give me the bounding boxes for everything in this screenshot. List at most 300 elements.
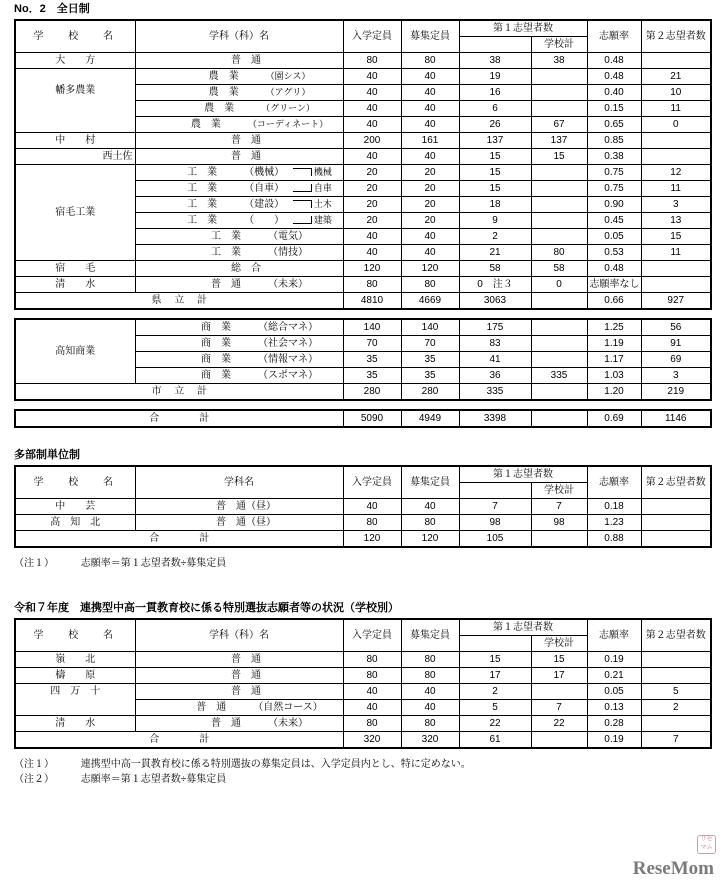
- cell-recruit: 80: [401, 652, 459, 668]
- section-title-tabusei: 多部制単位制: [14, 449, 80, 461]
- cell-total-capacity: 5090: [343, 410, 401, 427]
- cell-course: 普 通: [135, 53, 343, 69]
- table-total-row: [15, 384, 711, 401]
- cell-total-school-total: [531, 732, 587, 749]
- cell-course: 農 業 （アグリ）: [135, 85, 343, 101]
- cell-rate: 0.19: [587, 652, 641, 668]
- note-mark: （注１）: [14, 759, 54, 770]
- cell-second: [641, 277, 711, 293]
- cell-school: 高知商業: [15, 319, 135, 384]
- cell-recruit: 40: [401, 700, 459, 716]
- cell-rate: 1.25: [587, 319, 641, 336]
- cell-first: 2: [459, 229, 531, 245]
- cell-recruit: 80: [401, 515, 459, 531]
- cell-recruit: 40: [401, 149, 459, 165]
- cell-rate: 0.65: [587, 117, 641, 133]
- cell-school: 清 水: [15, 716, 135, 732]
- cell-school-total: [531, 319, 587, 336]
- table-row: [15, 652, 711, 668]
- table-row: [15, 133, 711, 149]
- cell-total-recruit: 4949: [401, 410, 459, 427]
- col-capacity: 入学定員: [343, 20, 401, 53]
- cell-school-total: 38: [531, 53, 587, 69]
- cell-capacity: 35: [343, 352, 401, 368]
- cell-total-second: [641, 531, 711, 548]
- cell-second: [641, 261, 711, 277]
- cell-capacity: 40: [343, 700, 401, 716]
- col-school: 学 校 名: [15, 20, 135, 53]
- note-mark: （注２）: [14, 774, 54, 785]
- cell-total-label: 市 立 計: [15, 384, 343, 401]
- cell-recruit: 40: [401, 499, 459, 515]
- table-zenjitsusei-municipal: [14, 318, 712, 401]
- cell-total-label: 合 計: [15, 531, 343, 548]
- cell-recruit: 80: [401, 668, 459, 684]
- cell-rate: 0.05: [587, 229, 641, 245]
- cell-capacity: 80: [343, 515, 401, 531]
- cell-total-second: 7: [641, 732, 711, 749]
- cell-school-total: [531, 165, 587, 181]
- cell-school-total: 7: [531, 700, 587, 716]
- cell-rate: 0.15: [587, 101, 641, 117]
- col-second-choice: 第２志望者数: [641, 466, 711, 499]
- table-grand-total: [14, 409, 712, 428]
- cell-total-school-total: [531, 531, 587, 548]
- cell-school-total: [531, 101, 587, 117]
- cell-course: 工 業 （情技）: [135, 245, 343, 261]
- cell-second: [641, 515, 711, 531]
- table-row: [15, 69, 711, 85]
- cell-total-second: 219: [641, 384, 711, 401]
- cell-rate: 0.48: [587, 261, 641, 277]
- cell-capacity: 120: [343, 261, 401, 277]
- cell-school-total: 67: [531, 117, 587, 133]
- cell-school-total: [531, 181, 587, 197]
- cell-recruit: 80: [401, 53, 459, 69]
- col-recruit: 募集定員: [401, 466, 459, 499]
- cell-second: 2: [641, 700, 711, 716]
- cell-recruit: 40: [401, 229, 459, 245]
- cell-school: 大 方: [15, 53, 135, 69]
- cell-first: 98: [459, 515, 531, 531]
- cell-second: [641, 499, 711, 515]
- cell-total-capacity: 120: [343, 531, 401, 548]
- cell-total-recruit: 120: [401, 531, 459, 548]
- cell-first: 15: [459, 149, 531, 165]
- cell-rate: 0.48: [587, 69, 641, 85]
- col-first-choice: 第１志望者数: [459, 20, 587, 37]
- table-row: [15, 165, 711, 181]
- cell-capacity: 70: [343, 336, 401, 352]
- cell-school-total: [531, 229, 587, 245]
- col-course: 学科名: [135, 466, 343, 499]
- cell-first: 21: [459, 245, 531, 261]
- cell-school: 西土佐: [15, 149, 135, 165]
- cell-total-label: 合 計: [15, 410, 343, 427]
- cell-second: [641, 149, 711, 165]
- cell-total-capacity: 280: [343, 384, 401, 401]
- cell-school-total: [531, 213, 587, 229]
- cell-capacity: 200: [343, 133, 401, 149]
- cell-second: [641, 668, 711, 684]
- cell-recruit: 120: [401, 261, 459, 277]
- cell-capacity: 80: [343, 716, 401, 732]
- cell-school: 清 水: [15, 277, 135, 293]
- cell-rate: 0.40: [587, 85, 641, 101]
- cell-total-first: 3063: [459, 293, 531, 310]
- cell-second: 13: [641, 213, 711, 229]
- cell-course: 普 通（昼）: [135, 499, 343, 515]
- cell-first: 83: [459, 336, 531, 352]
- cell-rate: 0.13: [587, 700, 641, 716]
- cell-capacity: 20: [343, 181, 401, 197]
- cell-rate: 1.03: [587, 368, 641, 384]
- cell-second: 56: [641, 319, 711, 336]
- cell-course: 普 通: [135, 133, 343, 149]
- cell-school: 四 万 十: [15, 684, 135, 716]
- cell-course: 普 通: [135, 149, 343, 165]
- cell-second: 91: [641, 336, 711, 352]
- table-header-row: [15, 619, 711, 636]
- cell-school-total: [531, 684, 587, 700]
- col-first-choice: 第１志望者数: [459, 619, 587, 636]
- table-row: [15, 668, 711, 684]
- table-total-row: [15, 732, 711, 749]
- cell-total-first: 335: [459, 384, 531, 401]
- col-course: 学科（科）名: [135, 20, 343, 53]
- cell-first: 175: [459, 319, 531, 336]
- note-text: 志願率＝第１志望者数÷募集定員: [80, 558, 227, 569]
- cell-capacity: 40: [343, 149, 401, 165]
- cell-recruit: 35: [401, 352, 459, 368]
- cell-course: 普 通: [135, 652, 343, 668]
- cell-school-total: 137: [531, 133, 587, 149]
- col-rate: 志願率: [587, 20, 641, 53]
- cell-recruit: 161: [401, 133, 459, 149]
- cell-total-rate: 0.69: [587, 410, 641, 427]
- cell-school-total: 15: [531, 652, 587, 668]
- cell-school-total: 15: [531, 149, 587, 165]
- cell-school-total: [531, 69, 587, 85]
- brace-line-lower: [293, 184, 312, 192]
- cell-rate: 1.17: [587, 352, 641, 368]
- cell-course: 商 業 （情報マネ）: [135, 352, 343, 368]
- table-row: [15, 515, 711, 531]
- table-row: [15, 684, 711, 700]
- col-second-choice: 第２志望者数: [641, 619, 711, 652]
- cell-first: 15: [459, 165, 531, 181]
- cell-second: 12: [641, 165, 711, 181]
- cell-course: 農 業 （グリーン）: [135, 101, 343, 117]
- cell-recruit: 35: [401, 368, 459, 384]
- col-first-choice-blank: [459, 37, 531, 53]
- cell-school: 檮 原: [15, 668, 135, 684]
- cell-school-total: 0: [531, 277, 587, 293]
- cell-first: 137: [459, 133, 531, 149]
- note-text: 志願率＝第１志望者数÷募集定員: [80, 774, 227, 785]
- cell-school: 中 芸: [15, 499, 135, 515]
- cell-capacity: 40: [343, 101, 401, 117]
- cell-school-total: 22: [531, 716, 587, 732]
- brace-line-upper: [293, 200, 312, 208]
- cell-rate: 0.45: [587, 213, 641, 229]
- cell-capacity: 80: [343, 652, 401, 668]
- cell-course: 普 通: [135, 668, 343, 684]
- cell-rate: 0.85: [587, 133, 641, 149]
- cell-first: 15: [459, 181, 531, 197]
- cell-recruit: 70: [401, 336, 459, 352]
- cell-course: 工 業 （ ） 建築: [135, 213, 343, 229]
- cell-second: [641, 53, 711, 69]
- cell-recruit: 20: [401, 213, 459, 229]
- cell-total-school-total: [531, 410, 587, 427]
- cell-first: 26: [459, 117, 531, 133]
- table-zenjitsusei-prefectural: [14, 19, 712, 310]
- cell-total-capacity: 4810: [343, 293, 401, 310]
- cell-capacity: 80: [343, 277, 401, 293]
- cell-capacity: 20: [343, 165, 401, 181]
- cell-school-total: 335: [531, 368, 587, 384]
- cell-total-first: 3398: [459, 410, 531, 427]
- cell-recruit: 40: [401, 245, 459, 261]
- cell-first: 22: [459, 716, 531, 732]
- brace-line-lower: [293, 216, 312, 224]
- resemom-badge: リセマム: [697, 835, 716, 854]
- cell-rate: 1.19: [587, 336, 641, 352]
- cell-first: 7: [459, 499, 531, 515]
- cell-school: 中 村: [15, 133, 135, 149]
- cell-total-rate: 0.19: [587, 732, 641, 749]
- cell-school-total: 80: [531, 245, 587, 261]
- cell-rate: 0.21: [587, 668, 641, 684]
- section-title-zenjitsusei: No．2 全日制: [14, 3, 90, 15]
- col-course: 学科（科）名: [135, 619, 343, 652]
- cell-second: 21: [641, 69, 711, 85]
- col-recruit: 募集定員: [401, 619, 459, 652]
- cell-recruit: 40: [401, 117, 459, 133]
- cell-rate: 0.28: [587, 716, 641, 732]
- cell-course: 農 業 （コーディネート）: [135, 117, 343, 133]
- col-school-total: 学校計: [531, 37, 587, 53]
- cell-school-total: 58: [531, 261, 587, 277]
- cell-second: [641, 716, 711, 732]
- cell-first: 0 注３: [459, 277, 531, 293]
- cell-course: 普 通 （未来）: [135, 277, 343, 293]
- col-capacity: 入学定員: [343, 619, 401, 652]
- cell-course: 工 業 （建設） 土木: [135, 197, 343, 213]
- cell-total-school-total: [531, 293, 587, 310]
- cell-total-second: 927: [641, 293, 711, 310]
- col-rate: 志願率: [587, 466, 641, 499]
- cell-course: 商 業 （総合マネ）: [135, 319, 343, 336]
- table-tabusei: [14, 465, 712, 548]
- cell-school: 宿 毛: [15, 261, 135, 277]
- cell-school: 幡多農業: [15, 69, 135, 133]
- cell-total-second: 1146: [641, 410, 711, 427]
- col-school: 学 校 名: [15, 619, 135, 652]
- cell-rate: 1.23: [587, 515, 641, 531]
- section-title-renkeigata: 令和７年度 連携型中高一貫教育校に係る特別選抜志願者等の状況（学校別）: [14, 602, 399, 614]
- col-first-choice-blank: [459, 636, 531, 652]
- cell-rate: 0.05: [587, 684, 641, 700]
- cell-course: 普 通 （自然コース）: [135, 700, 343, 716]
- cell-recruit: 40: [401, 684, 459, 700]
- cell-second: [641, 652, 711, 668]
- table-total-row: [15, 293, 711, 310]
- cell-recruit: 80: [401, 716, 459, 732]
- cell-second: 11: [641, 181, 711, 197]
- cell-rate: 0.75: [587, 181, 641, 197]
- cell-total-rate: 0.66: [587, 293, 641, 310]
- table-total-row: [15, 531, 711, 548]
- cell-school-total: [531, 336, 587, 352]
- table-row: [15, 319, 711, 336]
- cell-capacity: 20: [343, 197, 401, 213]
- cell-second: 69: [641, 352, 711, 368]
- cell-capacity: 20: [343, 213, 401, 229]
- cell-school-total: [531, 352, 587, 368]
- note-text: 連携型中高一貫教育校に係る特別選抜の募集定員は、入学定員内とし、特に定めない。: [80, 759, 471, 770]
- cell-rate: 0.38: [587, 149, 641, 165]
- cell-second: 10: [641, 85, 711, 101]
- cell-capacity: 40: [343, 245, 401, 261]
- cell-capacity: 40: [343, 499, 401, 515]
- cell-first: 9: [459, 213, 531, 229]
- cell-course: 普 通（昼）: [135, 515, 343, 531]
- note-tabusei: [14, 554, 724, 569]
- cell-recruit: 40: [401, 69, 459, 85]
- cell-second: 0: [641, 117, 711, 133]
- cell-school-total: 7: [531, 499, 587, 515]
- cell-recruit: 20: [401, 197, 459, 213]
- table-row: [15, 261, 711, 277]
- cell-recruit: 80: [401, 277, 459, 293]
- cell-second: 5: [641, 684, 711, 700]
- table-row: [15, 716, 711, 732]
- table-renkeigata: [14, 618, 712, 749]
- table-header-row: [15, 20, 711, 37]
- cell-total-recruit: 280: [401, 384, 459, 401]
- cell-first: 15: [459, 652, 531, 668]
- cell-capacity: 40: [343, 117, 401, 133]
- col-rate: 志願率: [587, 619, 641, 652]
- cell-course: 普 通: [135, 684, 343, 700]
- col-school-total: 学校計: [531, 483, 587, 499]
- note-renkeigata-1: [14, 755, 724, 770]
- table-row: [15, 53, 711, 69]
- col-capacity: 入学定員: [343, 466, 401, 499]
- cell-second: 3: [641, 368, 711, 384]
- cell-school: 嶺 北: [15, 652, 135, 668]
- cell-course: 普 通 （未来）: [135, 716, 343, 732]
- cell-rate: 0.53: [587, 245, 641, 261]
- cell-second: 11: [641, 101, 711, 117]
- cell-school-total: [531, 85, 587, 101]
- table-row: [15, 149, 711, 165]
- cell-recruit: 20: [401, 165, 459, 181]
- cell-total-first: 105: [459, 531, 531, 548]
- col-recruit: 募集定員: [401, 20, 459, 53]
- table-row: [15, 277, 711, 293]
- cell-second: 15: [641, 229, 711, 245]
- cell-school: 宿毛工業: [15, 165, 135, 261]
- cell-total-first: 61: [459, 732, 531, 749]
- cell-capacity: 40: [343, 85, 401, 101]
- cell-total-label: 合 計: [15, 732, 343, 749]
- cell-course: 総 合: [135, 261, 343, 277]
- col-school: 学 校 名: [15, 466, 135, 499]
- cell-total-capacity: 320: [343, 732, 401, 749]
- cell-school-total: [531, 197, 587, 213]
- cell-capacity: 35: [343, 368, 401, 384]
- cell-first: 17: [459, 668, 531, 684]
- col-first-choice-blank: [459, 483, 531, 499]
- table-row: [15, 499, 711, 515]
- cell-first: 18: [459, 197, 531, 213]
- cell-rate: 0.90: [587, 197, 641, 213]
- cell-rate: 0.18: [587, 499, 641, 515]
- cell-school-total: 17: [531, 668, 587, 684]
- cell-total-rate: 0.88: [587, 531, 641, 548]
- cell-first: 5: [459, 700, 531, 716]
- cell-capacity: 40: [343, 229, 401, 245]
- cell-school-total: 98: [531, 515, 587, 531]
- cell-capacity: 40: [343, 684, 401, 700]
- cell-recruit: 140: [401, 319, 459, 336]
- table-header-row: [15, 466, 711, 483]
- cell-recruit: 20: [401, 181, 459, 197]
- cell-rate: 志願率なし: [587, 277, 641, 293]
- cell-total-recruit: 320: [401, 732, 459, 749]
- cell-course: 工 業 （電気）: [135, 229, 343, 245]
- cell-total-recruit: 4669: [401, 293, 459, 310]
- note-mark: （注１）: [14, 558, 54, 569]
- cell-first: 16: [459, 85, 531, 101]
- cell-total-label: 県 立 計: [15, 293, 343, 310]
- table-total-row: [15, 410, 711, 427]
- cell-course: 農 業 （園シス）: [135, 69, 343, 85]
- cell-first: 36: [459, 368, 531, 384]
- cell-recruit: 40: [401, 85, 459, 101]
- cell-capacity: 80: [343, 668, 401, 684]
- cell-rate: 0.48: [587, 53, 641, 69]
- resemom-logo: ReseMom: [632, 858, 714, 879]
- cell-first: 19: [459, 69, 531, 85]
- cell-school: 高 知 北: [15, 515, 135, 531]
- cell-second: 11: [641, 245, 711, 261]
- col-school-total: 学校計: [531, 636, 587, 652]
- cell-first: 38: [459, 53, 531, 69]
- cell-second: 3: [641, 197, 711, 213]
- cell-course: 工 業 （自車） 自車: [135, 181, 343, 197]
- cell-total-school-total: [531, 384, 587, 401]
- cell-course: 工 業 （機械） 機械: [135, 165, 343, 181]
- cell-first: 2: [459, 684, 531, 700]
- cell-first: 41: [459, 352, 531, 368]
- cell-capacity: 140: [343, 319, 401, 336]
- cell-first: 58: [459, 261, 531, 277]
- cell-capacity: 40: [343, 69, 401, 85]
- cell-first: 6: [459, 101, 531, 117]
- cell-recruit: 40: [401, 101, 459, 117]
- cell-course: 商 業 （スポマネ）: [135, 368, 343, 384]
- cell-rate: 0.75: [587, 165, 641, 181]
- col-first-choice: 第１志望者数: [459, 466, 587, 483]
- cell-course: 商 業 （社会マネ）: [135, 336, 343, 352]
- note-renkeigata-2: [14, 770, 724, 785]
- brace-line-upper: [293, 168, 312, 176]
- cell-second: [641, 133, 711, 149]
